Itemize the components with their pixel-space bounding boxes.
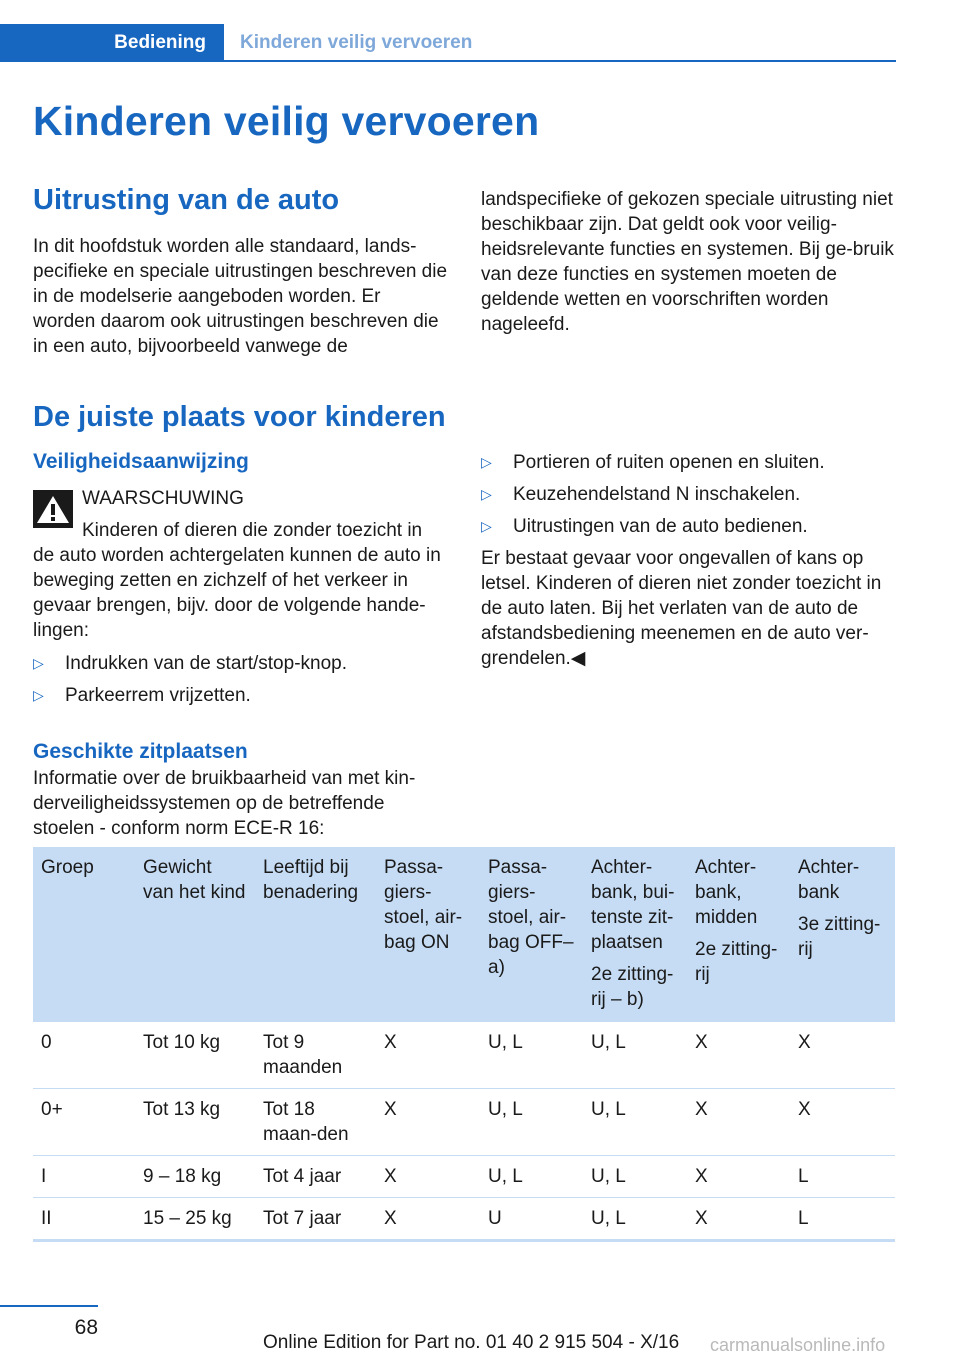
bullet-right-1 <box>481 450 825 475</box>
chapter-title: Kinderen veilig vervoeren <box>33 98 540 144</box>
table-cell: L <box>790 1198 895 1241</box>
bullet-triangle-icon: ▷ <box>481 454 492 470</box>
table-header-cell: Achter-bank, bui-tenste zit-plaatsen 2e zitting-rij – b) <box>583 847 687 1022</box>
table-header-row <box>33 847 895 1022</box>
table-cell: U <box>480 1198 583 1241</box>
table-cell: U, L <box>583 1022 687 1089</box>
watermark: carmanualsonline.info <box>710 1335 886 1355</box>
table-cell: U, L <box>480 1089 583 1156</box>
table-row <box>33 1156 895 1198</box>
bullet-triangle-icon: ▷ <box>481 486 492 502</box>
table-cell: X <box>376 1022 480 1089</box>
table-cell: Tot 7 jaar <box>255 1198 376 1241</box>
bullet-left-1 <box>33 651 347 676</box>
table-cell: X <box>376 1156 480 1198</box>
table-cell: X <box>790 1022 895 1089</box>
bullet-left-2 <box>33 683 251 708</box>
table-cell: Tot 10 kg <box>135 1022 255 1089</box>
seats-heading: Geschikte zitplaatsen <box>33 740 248 763</box>
table-cell: X <box>376 1089 480 1156</box>
bullet-text: Parkeerrem vrijzetten. <box>65 685 251 706</box>
table-cell: U, L <box>583 1156 687 1198</box>
seat-suitability-table <box>33 847 895 1242</box>
bullet-text: Indrukken van de start/stop-knop. <box>65 653 347 674</box>
table-cell: U, L <box>480 1022 583 1089</box>
warning-text-continued: Er bestaat gevaar voor ongevallen of kans op letsel. Kinderen of dieren niet zonder toezicht in de auto laten. Bij het verlaten van de auto de afstandsbediening meenemen en de auto ver-grendelen.◀ <box>481 548 882 669</box>
safety-heading: Veiligheidsaanwijzing <box>33 450 249 473</box>
table-cell: X <box>376 1198 480 1241</box>
bullet-right-3 <box>481 514 808 539</box>
header-tab-bediening[interactable]: Bediening <box>0 24 224 62</box>
table-header-cell: Passa-giers-stoel, air-bag OFF– a) <box>480 847 583 1022</box>
table-cell: X <box>687 1156 790 1198</box>
warning-text: Kinderen of dieren die zonder toezicht in de auto worden achtergelaten kunnen de auto in beweging zetten en zichzelf of het verkeer in gevaar brengen, bijv. door de volgende hande-lingen: <box>33 520 441 641</box>
page-number-divider <box>0 1305 98 1307</box>
table-cell: Tot 4 jaar <box>255 1156 376 1198</box>
bullet-triangle-icon: ▷ <box>481 518 492 534</box>
table-cell: X <box>687 1022 790 1089</box>
table-row <box>33 1022 895 1089</box>
seats-intro: Informatie over de bruikbaarheid van met kin-derveiligheidssystemen op de betreffende stoelen - conform norm ECE-R 16: <box>33 768 416 839</box>
table-header-cell: Leeftijd bij benadering <box>255 847 376 1022</box>
table-cell: 9 – 18 kg <box>135 1156 255 1198</box>
table-cell: II <box>33 1198 135 1241</box>
bullet-text: Portieren of ruiten openen en sluiten. <box>513 452 825 473</box>
table-cell: Tot 9 maanden <box>255 1022 376 1089</box>
table-cell: U, L <box>480 1156 583 1198</box>
bullet-triangle-icon: ▷ <box>33 655 44 671</box>
table-cell: 0+ <box>33 1089 135 1156</box>
table-header-cell: Groep <box>33 847 135 1022</box>
bullet-text: Keuzehendelstand N inschakelen. <box>513 484 801 505</box>
section-title-juiste-plaats: De juiste plaats voor kinderen <box>33 401 446 433</box>
section1-text-right: landspecifieke of gekozen speciale uitrusting niet beschikbaar zijn. Dat geldt ook voor veilig-heidsrelevante functies en systemen. Bij ge-bruik van deze functies en systemen moeten de geldende wetten en voorschriften worden nageleefd. <box>481 189 894 335</box>
section-title-uitrusting: Uitrusting van de auto <box>33 184 340 216</box>
table-header-cell: Passa-giers-stoel, air-bag ON <box>376 847 480 1022</box>
table-header-cell: Gewicht van het kind <box>135 847 255 1022</box>
table-cell: X <box>687 1198 790 1241</box>
table-cell: L <box>790 1156 895 1198</box>
table-cell: 0 <box>33 1022 135 1089</box>
table-cell: Tot 18 maan-den <box>255 1089 376 1156</box>
bullet-text: Uitrustingen van de auto bedienen. <box>513 516 808 537</box>
footer-edition: Online Edition for Part no. 01 40 2 915 504 - X/16 <box>263 1332 680 1353</box>
page-number: 68 <box>74 1316 98 1339</box>
table-cell: U, L <box>583 1198 687 1241</box>
table-cell: Tot 13 kg <box>135 1089 255 1156</box>
warning-label: WAARSCHUWING <box>82 488 244 509</box>
header-tab-kinderen[interactable]: Kinderen veilig vervoeren <box>240 32 473 53</box>
table-cell: X <box>790 1089 895 1156</box>
table-cell: I <box>33 1156 135 1198</box>
section1-text-left: In dit hoofdstuk worden alle standaard, lands-pecifieke en speciale uitrustingen beschreven die in de modelserie aangeboden worden. Er worden daarom ook uitrustingen beschreven die in een auto, bijvoorbeeld vanwege de <box>33 236 448 357</box>
table-row <box>33 1198 895 1241</box>
table-cell: X <box>687 1089 790 1156</box>
table-header-cell: Achter-bank, midden 2e zitting-rij <box>687 847 790 1022</box>
bullet-triangle-icon: ▷ <box>33 687 44 703</box>
table-header-cell: Achter-bank 3e zitting-rij <box>790 847 895 1022</box>
table-row <box>33 1089 895 1156</box>
bullet-right-2 <box>481 482 800 507</box>
table-cell: 15 – 25 kg <box>135 1198 255 1241</box>
table-cell: U, L <box>583 1089 687 1156</box>
header-divider <box>0 60 896 62</box>
